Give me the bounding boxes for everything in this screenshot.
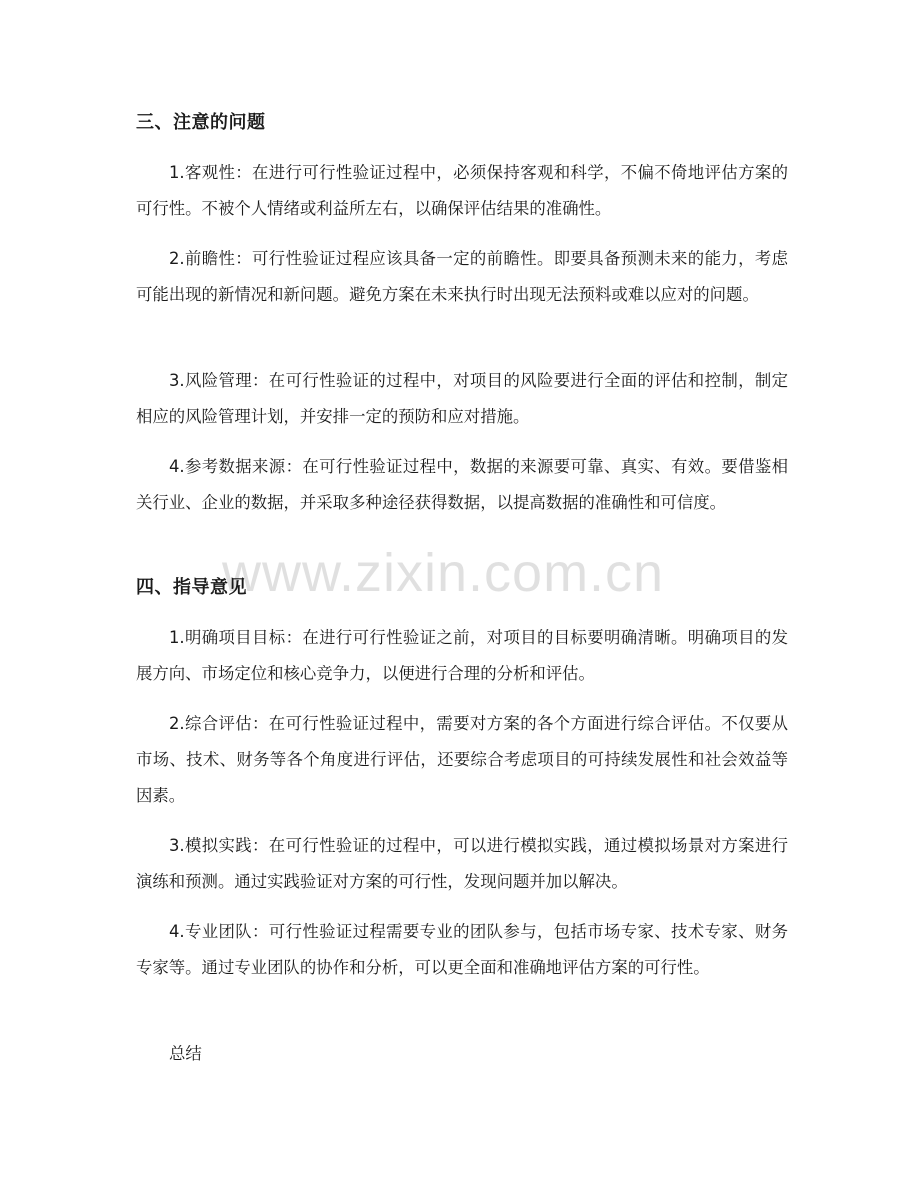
paragraph-simulation-practice: 3.模拟实践：在可行性验证的过程中，可以进行模拟实践，通过模拟场景对方案进行演练和预测。通过实践验证对方案的可行性，发现问题并加以解决。 [136, 836, 788, 891]
paragraph-professional-team: 4.专业团队：可行性验证过程需要专业的团队参与，包括市场专家、技术专家、财务专家等。通过专业团队的协作和分析，可以更全面和准确地评估方案的可行性。 [136, 922, 788, 977]
paragraph-risk-management: 3.风险管理：在可行性验证的过程中，对项目的风险要进行全面的评估和控制，制定相应的风险管理计划，并安排一定的预防和应对措施。 [136, 371, 788, 426]
paragraph-objectivity: 1.客观性：在进行可行性验证过程中，必须保持客观和科学，不偏不倚地评估方案的可行性。不被个人情绪或利益所左右，以确保评估结果的准确性。 [136, 163, 788, 218]
section-heading-notes: 三、注意的问题 [136, 112, 266, 133]
paragraph-data-sources: 4.参考数据来源：在可行性验证过程中，数据的来源要可靠、真实、有效。要借鉴相关行业、企业的数据，并采取多种途径获得数据，以提高数据的准确性和可信度。 [136, 457, 788, 512]
paragraph-comprehensive-evaluation: 2.综合评估：在可行性验证过程中，需要对方案的各个方面进行综合评估。不仅要从市场、技术、财务等各个角度进行评估，还要综合考虑项目的可持续发展性和社会效益等因素。 [136, 714, 788, 805]
section-heading-guidance: 四、指导意见 [136, 577, 247, 598]
summary-label: 总结 [169, 1044, 202, 1063]
paragraph-project-goals: 1.明确项目目标：在进行可行性验证之前，对项目的目标要明确清晰。明确项目的发展方向、市场定位和核心竞争力，以便进行合理的分析和评估。 [136, 628, 788, 683]
watermark-text: www.zixin.com.cn [222, 543, 665, 603]
paragraph-foresight: 2.前瞻性：可行性验证过程应该具备一定的前瞻性。即要具备预测未来的能力，考虑可能出现的新情况和新问题。避免方案在未来执行时出现无法预料或难以应对的问题。 [136, 249, 788, 304]
